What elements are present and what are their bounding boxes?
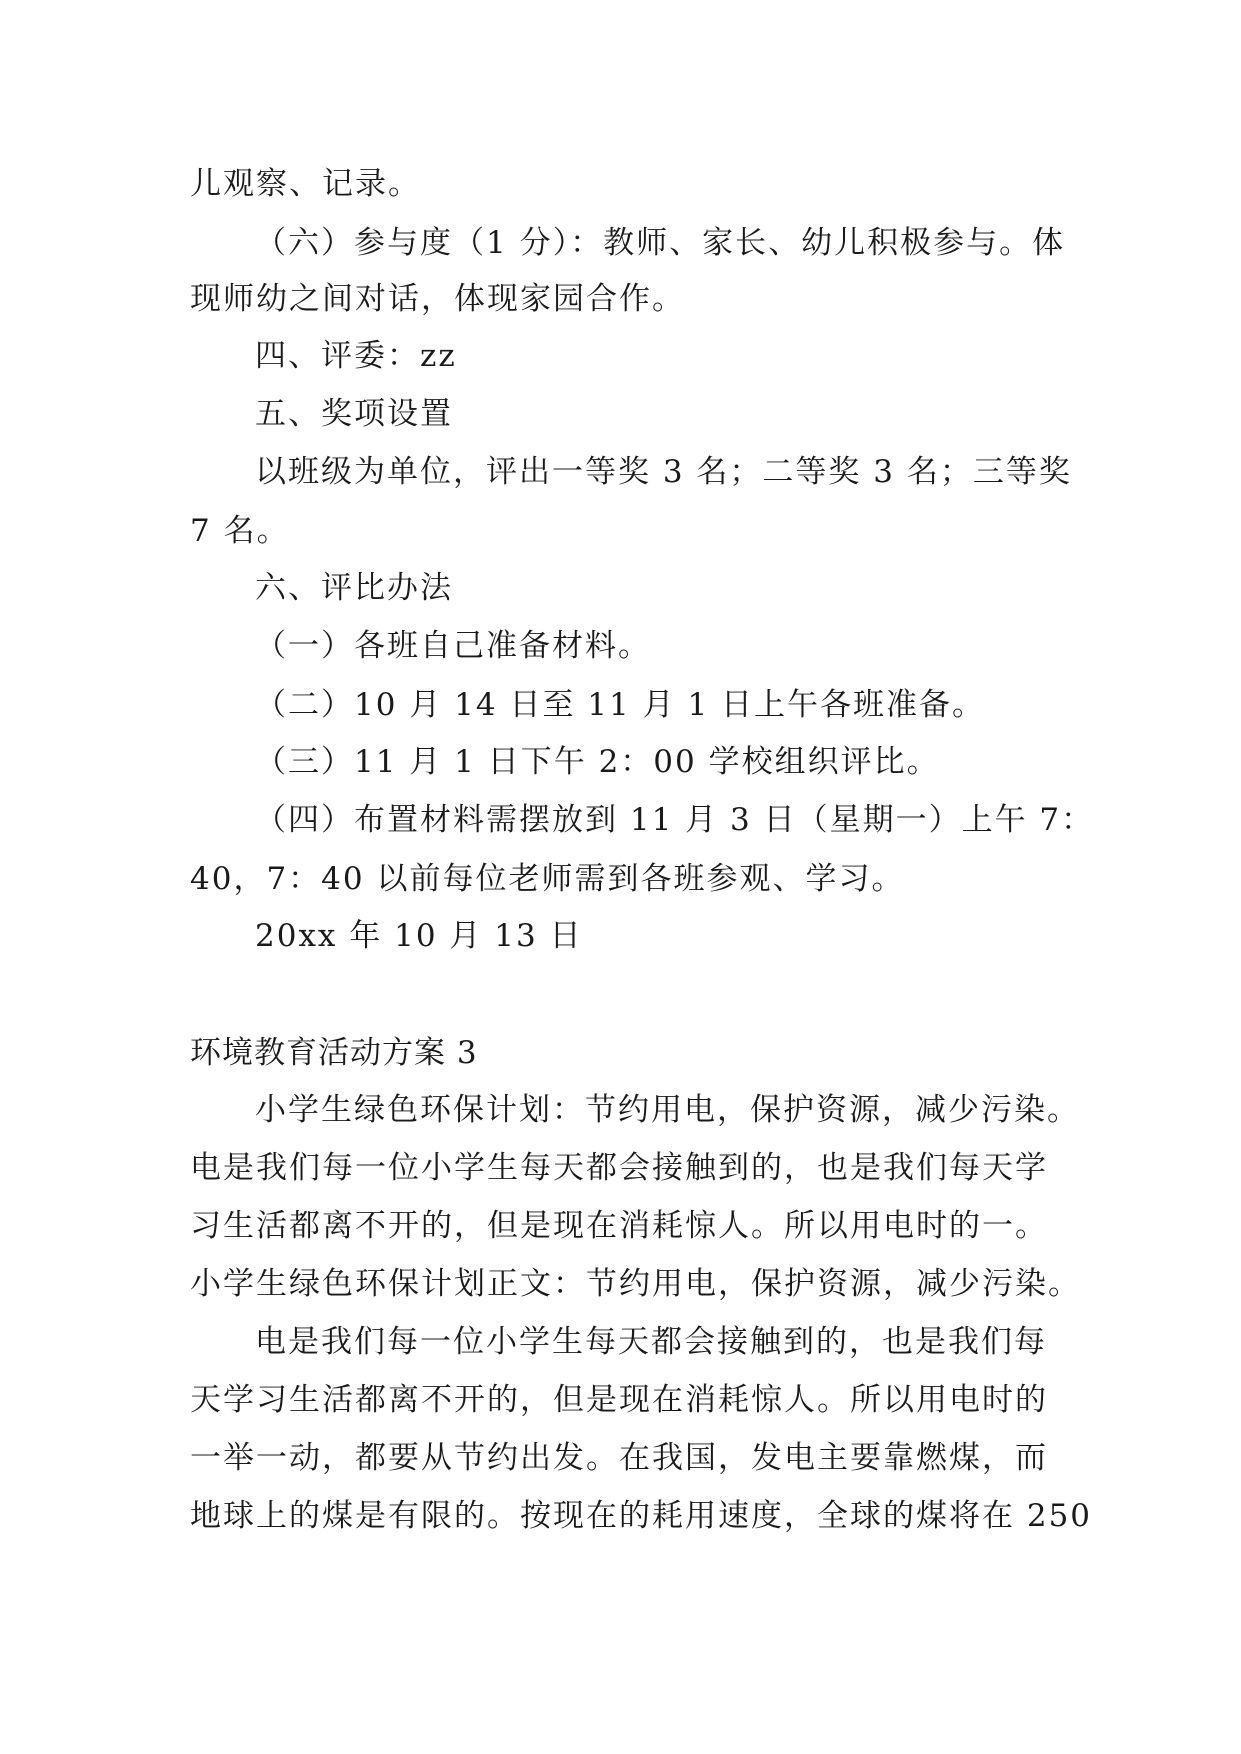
text-line: 小学生绿色环保计划正文：节约用电，保护资源，减少污染。 xyxy=(190,1266,1081,1302)
text-line: （三）11 月 1 日下午 2：00 学校组织评比。 xyxy=(255,744,940,780)
text-line: 现师幼之间对话，体现家园合作。 xyxy=(190,281,685,317)
text-line: 习生活都离不开的，但是现在消耗惊人。所以用电时的一。 xyxy=(190,1208,1048,1244)
text-line: 40，7：40 以前每位老师需到各班参观、学习。 xyxy=(190,861,905,897)
text-line: 儿观察、记录。 xyxy=(190,166,421,202)
text-line: 7 名。 xyxy=(190,513,290,549)
text-line: 电是我们每一位小学生每天都会接触到的，也是我们每 xyxy=(255,1324,1047,1360)
text-line: （二）10 月 14 日至 11 月 1 日上午各班准备。 xyxy=(255,687,986,723)
text-line: 一举一动，都要从节约出发。在我国，发电主要靠燃煤，而 xyxy=(190,1440,1048,1476)
document-date: 20xx 年 10 月 13 日 xyxy=(255,918,583,954)
section-heading: 六、评比办法 xyxy=(255,570,453,606)
text-line: 电是我们每一位小学生每天都会接触到的，也是我们每天学 xyxy=(190,1150,1048,1186)
text-line: 以班级为单位，评出一等奖 3 名；二等奖 3 名；三等奖 xyxy=(255,454,1072,490)
text-line: 天学习生活都离不开的，但是现在消耗惊人。所以用电时的 xyxy=(190,1382,1048,1418)
document-title: 环境教育活动方案 3 xyxy=(190,1035,478,1071)
text-line: （一）各班自己准备材料。 xyxy=(255,628,651,664)
text-line: 小学生绿色环保计划：节约用电，保护资源，减少污染。 xyxy=(255,1092,1080,1128)
text-line: 地球上的煤是有限的。按现在的耗用速度，全球的煤将在 250 xyxy=(190,1498,1093,1534)
text-line: （六）参与度（1 分）：教师、家长、幼儿积极参与。体 xyxy=(255,225,1066,261)
section-heading: 五、奖项设置 xyxy=(255,396,453,432)
text-line: （四）布置材料需摆放到 11 月 3 日（星期一）上午 7： xyxy=(255,802,1095,838)
section-heading: 四、评委：zz xyxy=(255,338,457,374)
